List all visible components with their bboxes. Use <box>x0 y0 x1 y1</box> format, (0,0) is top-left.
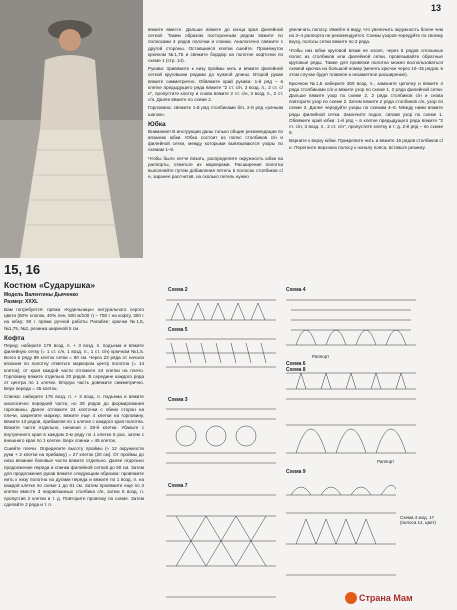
scheme-4-diagram <box>286 295 416 353</box>
scheme-5-diagram <box>166 335 276 371</box>
column-middle <box>148 27 283 182</box>
model-numbers: 15, 16 <box>4 262 41 277</box>
attention-text: Внимание! В инструкции даны только общие рекомендации по вязанию юбки. Юбка состоит из полос столбиков с/н и филейной сетки, между которыми вывязываются узоры по схемам 1–9. <box>148 128 283 153</box>
scheme-5-label: Схема 5 <box>168 327 188 333</box>
col2-p5: Чтобы было легче вязать, распределите окружность юбки на раппорты, отметьте их маркерами. Расширение полотна выполняйте путем добавления петель в полосах столбиков с/н, заранее рассчитав, на сколько петель нужно <box>148 155 283 180</box>
scheme-2-diagram <box>166 295 276 325</box>
materials-text: Вам потребуется: пряжа «Кудельница» натурального серого цвета (60% хлопок, 40% лен, 500 м/100 г) – 750 г на кофту, 300 г на юбку; 50 г пряжи ручной работы Paradise; крючки №1,5, №1,75, №2, резинка шириной 5 см. <box>4 307 144 331</box>
spinka-text: Спинка: наберите 176 возд. п. + 3 возд. п. подъема и вяжите аналогично передней части, но 39 рядов до формирования горловины. Далее отложите 24 клеточки с обеих сторон на плечи, закрепите маркер, вяжите еще 4 клетки на горловину. Вяжите 13 рядов, прибавляя по 1 клетке с каждого края полотна. Вяжите части отдельно, начиная с 28-й клетки. Убавьте с внутреннего края в каждом 2-м ряду по 1 клетке 5 раз, затем с внешнего края по 1 клетке. Верх спинки = 45 клеток. <box>4 394 144 443</box>
scheme-9-label: Схема 9 <box>286 469 306 475</box>
model-title: Костюм «Сударушка» <box>4 280 96 290</box>
strana-mam-logo-icon <box>345 592 357 604</box>
sborka-text: Сшейте плечи. Определите высоту проймы (≈ 12 окружности руки + 2 клетки на прибавку) = 27 клеток (20 см). От проймы до низа вязание боковые части вяжите отдельно. Далее отдельно продолжение переда и спинки филейной сеткой до 50 см. Затем для продолжения рукав вяжите следующим образом: провяжите нить к низу полотна на дугами переда и вяжите по 1 возд. п. на каждой клетке по схеме 1 до 61 см. Затем провяжите еще по 3 клетки вместе 3 недовязанных столбика с/н, затем 5 возд. п. пропустив 2 клетки и т. д. Повторите провязку по схеме. Затем сделайте 2 ряда и т. п. <box>4 446 144 507</box>
scheme-9-diagram <box>286 477 396 499</box>
col3-p3: Крючком №1,5 наберите 300 возд. п., замкните цепочку и вяжите 4 ряда столбиками с/н и вяжите узор по схеме 1, 2 ряда филейной сетки. Дальше вяжите узор по схеме 2, 2 ряда столбиков с/н и снова повторите узор по схеме 2. Затем вяжите 2 ряда столбиков с/н, узор по схеме 3. Далее чередуйте узоры по схемам 4–8. Между ними вяжите ряды филейной сетки. Закончите подол, связав узор по схеме 1. Обвяжите край юбки: 1-й ряд – в клетке предыдущего ряда вяжите "2 ст. с/н, 3 возд. п., 2 ст. с/н", пропустите клетку и т. д. 2-й ряд – по схеме 9. <box>289 80 443 136</box>
page-number: 13 <box>431 3 442 13</box>
scheme-8-label: Схема 8 <box>286 367 306 373</box>
column-left <box>4 262 144 510</box>
scheme-legend-label: Схема 4 мод. 17 (полоса 14, цвет) <box>400 515 436 525</box>
col3-p2: Чтобы низ юбки круговой вязки не косил, через 5 рядов сплошных полос из столбиков или филейной сетки, провязывайте обратные круговые ряды. Также для провязки полотна можно воспользоваться схемой крючка на большой номер (менять крючок через 10–15 рядов, в этом случае будет плавное и незаметное расширение). <box>289 47 443 78</box>
model-size: Размер: XXXL <box>4 299 39 305</box>
gorlovina-text: Горловина: свяжите 1-й ряд столбиками б/н, 2-й ряд «рачьим шагом». <box>148 105 283 117</box>
scheme-2-label: Схема 2 <box>168 287 188 293</box>
scheme-8-diagram <box>286 395 416 459</box>
scheme-4-rapport: Раппорт <box>312 354 330 359</box>
diagrams-area <box>162 287 447 607</box>
scheme-4-label: Схема 4 <box>286 287 306 293</box>
scheme-7-diagram <box>166 491 276 601</box>
pered-text: Перед: наберите 176 возд. п. + 3 возд. п. подъема и вяжите филейную сетку (= 1 ст. с/н, 1 возд. п., 1 ст. с/н) крючком №1,5. Всего в ряду 89 клеток сетки = 60 см. Через 23 ряда от начала вязания по полотну отметьте маркером центр полотна (= 14 клеток), от края каждой части отложите 24 клетки на плечо. Горловину вяжите отдельно 20 рядов. В середине каждого ряда от центра по 1 клетке. Вторую часть довяжите симметрично. Верх переда = 45 клеток. <box>4 342 144 392</box>
rukava-text: Рукава: привяжите к низу проймы нить и вяжите филейной сеткой круговыми рядами до нужной длины. Второй рукав вяжите симметрично. Обвяжите край рукава: 1-й ряд – в клетке предыдущего ряда вяжите "2 ст. с/н, 3 возд. п., 2 ст. с/н", пропустите клетку и снова вяжите 2 ст. с/н, 3 возд. п., 2 ст. с/н. Далее вяжите по схеме 2. <box>148 66 283 103</box>
scheme-3-diagram <box>166 405 276 467</box>
scheme-6-label: Схема 6 <box>286 361 306 367</box>
col3-p4: Верните к верху юбки. Прикрепите нить и вяжите 16 рядов столбиков с/н. Перегните верхнюю полосу к началу пояса, вставьте резинку. <box>289 138 443 150</box>
column-right <box>289 27 443 153</box>
model-designer: Модель Валентины Дьяченко <box>4 292 78 298</box>
scheme-7-label: Схема 7 <box>168 483 188 489</box>
section-kofta: Кофта <box>4 334 25 342</box>
col3-p1: увеличить полосу. Имейте в виду, что увеличить окружность более чем на 3–4 раппорта не рекомендуется. Схемы узоров чередуйте по своему вкусу, полосы сетки вяжите по 2 ряда. <box>289 27 443 45</box>
scheme-3-label: Схема 3 <box>168 397 188 403</box>
watermark <box>345 588 455 608</box>
model-photo-image <box>0 0 143 258</box>
scheme-8-rapport: Раппорт <box>377 459 395 464</box>
section-yubka: Юбка <box>148 120 166 128</box>
model-photo <box>0 0 143 258</box>
col2-p1: вяжите вместе. Дальше вяжите до конца края филейной сеткой. Таким образом посторонным рядом вяжите по полосками 4 рядов полочки и спинки. Аналогично свяжите с другой стороны. Оставшиеся клетки сшейте. Промежуток крючком №1,75 и свяжите бордюр на полотне кофточки по схеме 1 (стр. 14). <box>148 27 283 64</box>
scheme-legend-diagram <box>286 509 396 579</box>
watermark-text: Страна Мам <box>359 593 413 603</box>
